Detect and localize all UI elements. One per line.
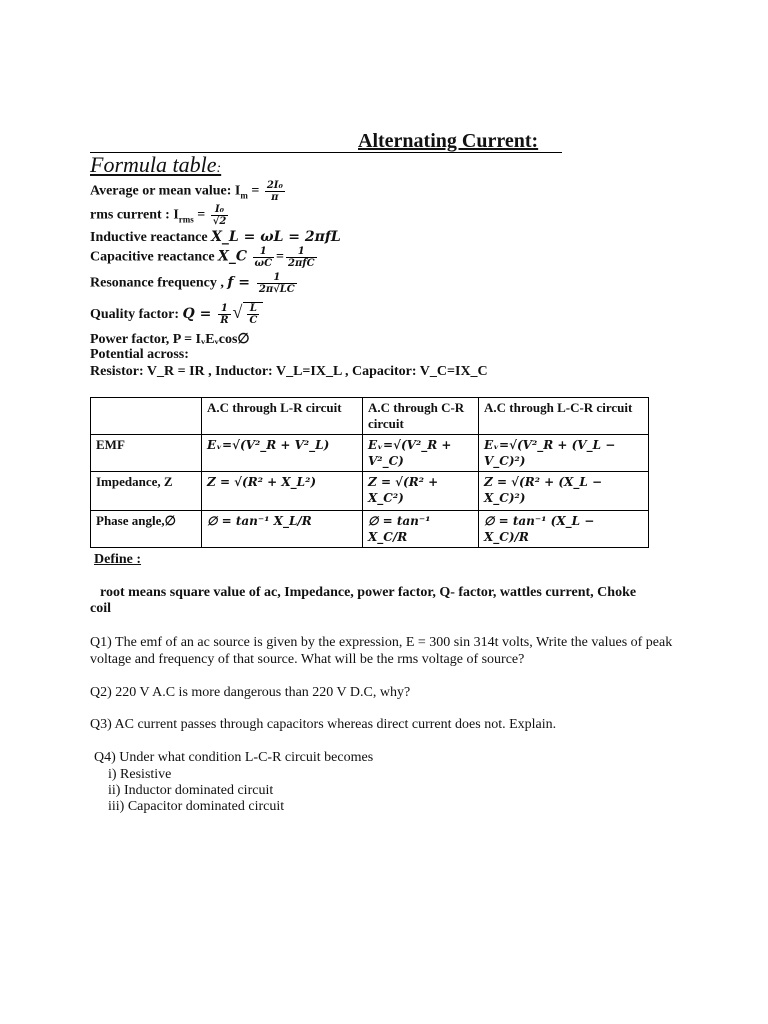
rms-fraction <box>211 204 229 227</box>
cell-emf-lcr: Eᵥ=√(V²_R + (V_L − V_C)²) <box>479 435 649 472</box>
define-heading: Define : <box>94 552 142 567</box>
quality-root-denominator: C <box>249 315 258 327</box>
quality-factor-formula <box>90 302 263 326</box>
table-header-lcr: A.C through L-C-R circuit <box>479 398 649 435</box>
define-text: root means square value of ac, Impedance, power factor, Q- factor, wattles current, Choke coil <box>90 585 637 616</box>
row-label-phase-angle: Phase angle,∅ <box>91 511 202 548</box>
potential-formulas: Resistor: V_R = IR , Inductor: V_L=IX_L , Capacitor: V_C=IX_C <box>90 364 488 379</box>
capacitive-fraction-2 <box>286 246 317 269</box>
rms-formula <box>90 204 230 227</box>
average-value-label: Average or mean value: I <box>90 183 241 199</box>
table-header-lr: A.C through L-R circuit <box>202 398 363 435</box>
rms-label: rms current : I <box>90 207 179 223</box>
inductive-reactance-expr: X_L = ωL = 2πfL <box>211 229 341 245</box>
average-value-fraction <box>265 180 285 203</box>
average-value-eq: = <box>247 183 263 199</box>
cell-phase-lr: ∅ = tan⁻¹ X_L/R <box>202 511 363 548</box>
formula-table-heading <box>90 152 221 178</box>
question-1: Q1) The emf of an ac source is given by the expression, E = 300 sin 314t volts, Write the values of peak voltage and frequency of that source. What will be the rms voltage of source? <box>90 635 673 667</box>
resonance-numerator: 1 <box>257 272 297 284</box>
rms-eq: = <box>193 207 209 223</box>
table-row <box>91 511 649 548</box>
question-4-item: i) Resistive <box>108 767 172 782</box>
quality-numerator: 1 <box>218 303 230 315</box>
table-row <box>91 472 649 511</box>
capacitive-reactance-lhs: X_C <box>218 248 248 265</box>
cell-phase-lcr: ∅ = tan⁻¹ (X_L − X_C)/R <box>479 511 649 548</box>
capacitive-reactance-label: Capacitive reactance <box>90 249 219 265</box>
formula-table-heading-text: Formula table <box>90 152 217 177</box>
capacitive-denominator-1: ωC <box>254 258 273 269</box>
resonance-label: Resonance frequency , <box>90 275 228 291</box>
capacitive-denominator-2: 2πfC <box>288 258 315 269</box>
capacitive-numerator-2: 1 <box>286 246 317 258</box>
power-factor-formula: Power factor, P = IᵥEᵥcos∅ <box>90 332 250 347</box>
inductive-reactance-formula <box>90 229 341 246</box>
cell-phase-cr: ∅ = tan⁻¹ X_C/R <box>363 511 479 548</box>
average-value-numerator: 2I₀ <box>266 180 283 191</box>
average-value-sub: m <box>240 190 248 201</box>
quality-fraction <box>218 303 230 326</box>
row-label-emf: EMF <box>91 435 202 472</box>
formula-comparison-table <box>90 397 649 548</box>
table-header-row <box>91 398 649 435</box>
rms-denominator: √2 <box>212 216 227 227</box>
quality-root-fraction <box>247 303 259 326</box>
resonance-fraction <box>257 272 297 295</box>
quality-label: Quality factor: <box>90 307 183 322</box>
inductive-reactance-label: Inductive reactance <box>90 230 212 245</box>
cell-impedance-lcr: Z = √(R² + (X_L − X_C)²) <box>479 472 649 511</box>
table-row <box>91 435 649 472</box>
quality-lhs: Q = <box>182 306 217 322</box>
question-2: Q2) 220 V A.C is more dangerous than 220 V D.C, why? <box>90 685 411 700</box>
capacitive-numerator-1: 1 <box>253 246 274 258</box>
quality-root-numerator: L <box>247 303 259 315</box>
table-header-cr: A.C through C-R circuit <box>363 398 479 435</box>
capacitive-eq: = <box>276 249 285 265</box>
cell-impedance-cr: Z = √(R² + X_C²) <box>363 472 479 511</box>
page-title: Alternating Current: <box>358 130 539 152</box>
table-header-blank <box>91 398 202 435</box>
row-label-impedance: Impedance, Z <box>91 472 202 511</box>
capacitive-fraction-1 <box>253 246 274 269</box>
average-value-denominator: π <box>271 192 279 203</box>
question-4-item: ii) Inductor dominated circuit <box>108 783 274 798</box>
potential-across-heading: Potential across: <box>90 347 189 362</box>
resonance-frequency-formula <box>90 272 299 295</box>
quality-root-symbol: √ <box>232 302 243 322</box>
quality-denominator: R <box>220 315 229 327</box>
resonance-lhs: f = <box>227 274 255 291</box>
question-3: Q3) AC current passes through capacitors whereas direct current does not. Explain. <box>90 717 557 732</box>
resonance-denominator: 2π√LC <box>258 284 295 295</box>
formula-table-heading-colon: : <box>216 161 222 176</box>
question-4-item: iii) Capacitor dominated circuit <box>108 799 285 814</box>
capacitive-reactance-formula <box>90 246 319 269</box>
cell-emf-cr: Eᵥ=√(V²_R + V²_C) <box>363 435 479 472</box>
cell-impedance-lr: Z = √(R² + X_L²) <box>202 472 363 511</box>
question-4: Q4) Under what condition L-C-R circuit becomes <box>94 750 374 765</box>
rms-sub: rms <box>178 214 194 225</box>
quality-root <box>243 302 263 326</box>
cell-emf-lr: Eᵥ=√(V²_R + V²_L) <box>202 435 363 472</box>
average-value-formula <box>90 180 287 203</box>
rms-numerator: I₀ <box>211 204 229 216</box>
